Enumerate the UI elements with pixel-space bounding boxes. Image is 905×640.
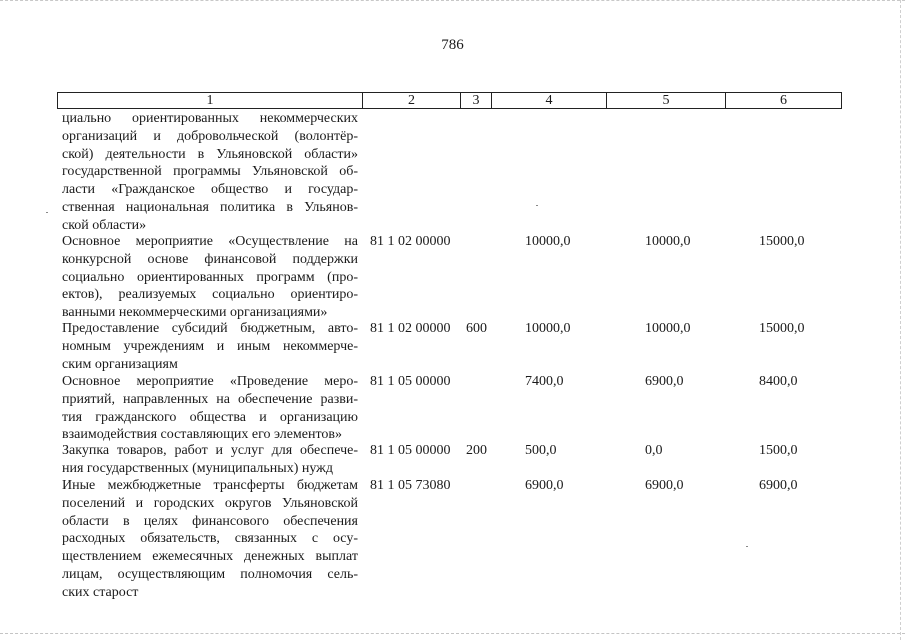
row-description: [62, 373, 358, 444]
scan-speck: [46, 212, 48, 213]
row-line: расходных обязательств, связанных с осу-: [62, 531, 358, 547]
row-line: социально ориентированных программ (про-: [62, 269, 358, 285]
row-line: Основное мероприятие «Проведение меро-: [62, 374, 358, 389]
row-code: 81 1 05 00000: [370, 374, 451, 389]
row-description: [62, 233, 358, 322]
header-col-5: 5: [607, 93, 726, 108]
row-line: Основное мероприятие «Осуществление на: [62, 234, 358, 249]
row-description: [62, 477, 358, 602]
row-line: ской области»: [62, 217, 147, 233]
row-line: ских старост: [62, 584, 139, 600]
row-line: ской) деятельности в Ульяновской области»: [62, 146, 358, 162]
scan-edge-top: [0, 0, 905, 4]
row-line: ванными некоммерческими организациями»: [62, 305, 328, 321]
row-code: 81 1 02 00000: [370, 234, 451, 249]
row-value-col6: 1500,0: [759, 443, 798, 458]
row-line: лицам, осуществляющим полномочия сель-: [62, 566, 358, 582]
row-value-col5: 6900,0: [645, 374, 684, 389]
row-value-col5: 6900,0: [645, 478, 684, 493]
row-expense-kind: 200: [466, 443, 487, 458]
row-code: 81 1 05 73080: [370, 478, 451, 493]
row-line: поселений и городских округов Ульяновской: [62, 495, 358, 511]
row-description: [62, 442, 358, 478]
row-line: тия гражданского общества и организацию: [62, 409, 358, 425]
row-line: государственной программы Ульяновской об-: [62, 164, 358, 180]
row-line: области в целях финансового обеспечения: [62, 513, 358, 529]
row-line: Закупка товаров, работ и услуг для обеспече-: [62, 443, 358, 458]
row-value-col5: 0,0: [645, 443, 663, 458]
row-line: конкурсной основе финансовой поддержки: [62, 251, 358, 267]
row-line: ектов), реализуемых социально ориентиро-: [62, 287, 358, 303]
row-value-col6: 15000,0: [759, 321, 805, 336]
row-line: Иные межбюджетные трансферты бюджетам: [62, 478, 358, 493]
row-description: [62, 320, 358, 373]
header-col-1: 1: [58, 93, 363, 108]
scan-speck: [536, 205, 538, 206]
header-col-2: 2: [363, 93, 461, 108]
row-value-col4: 7400,0: [525, 374, 564, 389]
row-value-col5: 10000,0: [645, 234, 691, 249]
row-line: приятий, направленных на обеспечение разви-: [62, 391, 358, 407]
row-code: 81 1 05 00000: [370, 443, 451, 458]
header-col-3: 3: [461, 93, 492, 108]
row-line: ласти «Гражданское общество и государ-: [62, 182, 358, 198]
row-line: ским организациям: [62, 356, 178, 372]
header-col-4: 4: [492, 93, 607, 108]
row-value-col4: 10000,0: [525, 234, 571, 249]
scan-edge-right: [899, 0, 901, 640]
row-value-col6: 8400,0: [759, 374, 798, 389]
row-line: ственная национальная политика в Ульянов-: [62, 199, 358, 215]
row-line: номным учреждениям и иным некоммерче-: [62, 338, 358, 354]
row-line: взаимодействия составляющих его элементов»: [62, 427, 343, 443]
row-value-col4: 500,0: [525, 443, 557, 458]
row-expense-kind: 600: [466, 321, 487, 336]
row-value-col4: 6900,0: [525, 478, 564, 493]
header-col-6: 6: [780, 93, 787, 108]
table-header: [57, 92, 842, 109]
row-line: ществлением ежемесячных денежных выплат: [62, 549, 358, 565]
row-value-col6: 15000,0: [759, 234, 805, 249]
row-line: циально ориентированных некоммерческих: [62, 111, 358, 126]
row-description: [62, 110, 358, 235]
row-value-col4: 10000,0: [525, 321, 571, 336]
row-line: организаций и добровольческой (волонтёр-: [62, 128, 358, 144]
row-line: Предоставление субсидий бюджетным, авто-: [62, 321, 358, 336]
row-code: 81 1 02 00000: [370, 321, 451, 336]
scan-edge-bottom: [0, 632, 905, 634]
row-value-col6: 6900,0: [759, 478, 798, 493]
row-value-col5: 10000,0: [645, 321, 691, 336]
scan-speck: [746, 546, 748, 547]
page-number: 786: [441, 37, 464, 53]
row-line: ния государственных (муниципальных) нужд: [62, 460, 333, 476]
